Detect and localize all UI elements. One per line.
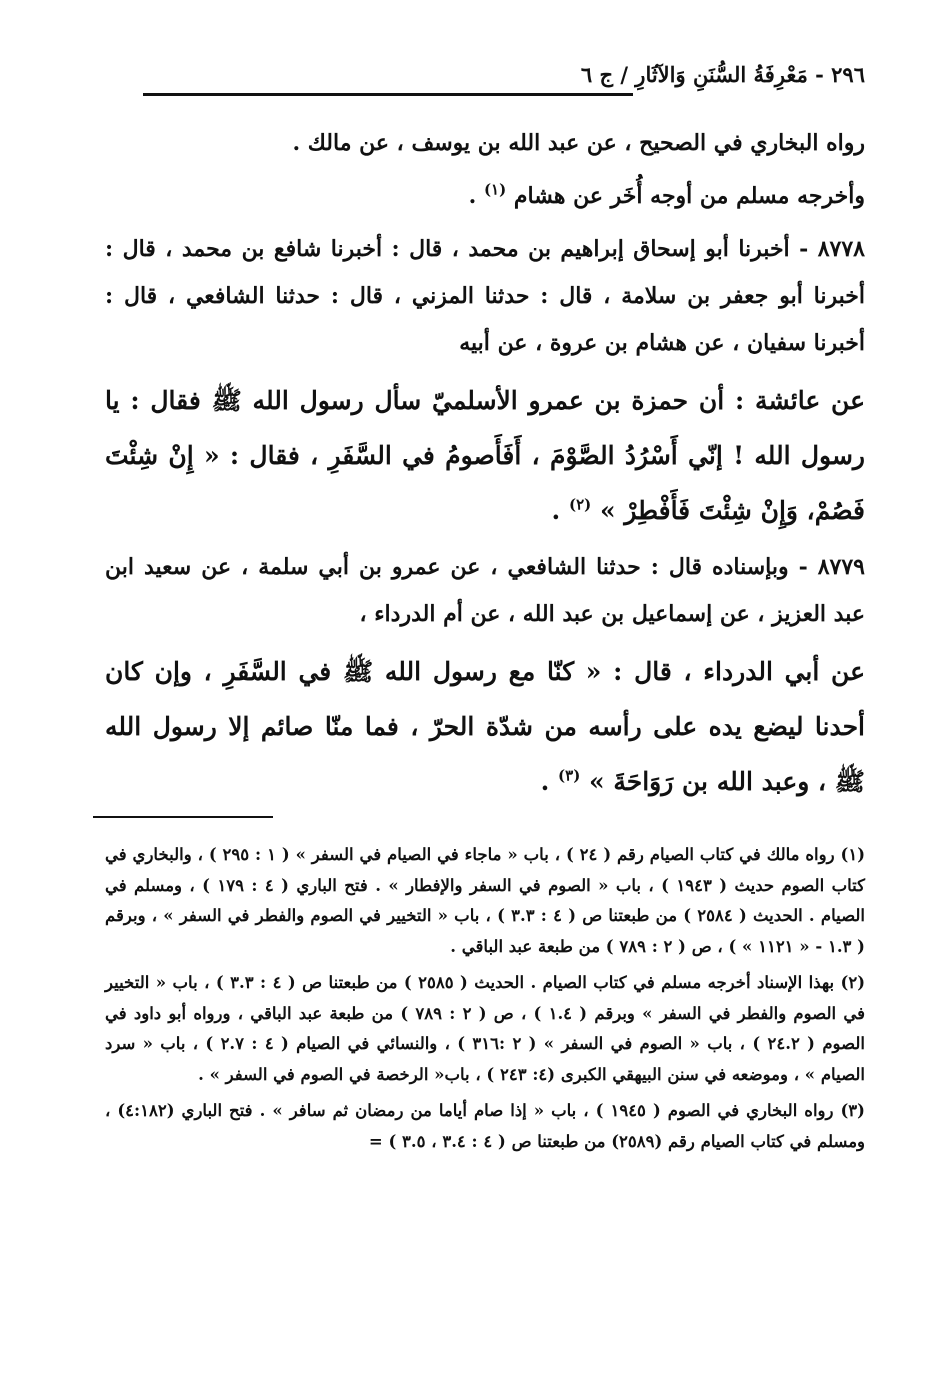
- running-head: ٢٩٦ - مَعْرِفَةُ السُّنَنِ وَالآثَارِ / ج ٦: [580, 62, 865, 87]
- paragraph-hadith-8778-matn: عن عائشة : أن حمزة بن عمرو الأسلميّ سأل رسول الله ﷺ فقال : يا رسول الله ! إنّي أَسْرُدُ الصَّوْمَ ، أَفَأَصومُ في السَّفَرِ ، فقال : « إِنْ شِئْتَ فَصُمْ، وَإِنْ شِئْتَ فَأَفْطِرْ » $^{(٢)}$ .: [105, 386, 865, 525]
- main-text: [105, 120, 865, 815]
- paragraph-muslim-note: وأخرجه مسلم من أوجه أُخَر عن هشام $^{(١)}$ .: [468, 180, 865, 209]
- footnote-3: (٣) رواه البخاري في الصوم ( ١٩٤٥ ) ، باب « إذا صام أياما من رمضان ثم سافر » . فتح الباري (٤:١٨٢) ، ومسلم في كتاب الصيام رقم (٢٥٨٩) من طبعتنا ص ( ٤ : ٣.٤ ، ٣.٥ ) =: [105, 1101, 865, 1151]
- footnote-marker-3: (٣): [558, 766, 581, 785]
- paragraph-narration-note: رواه البخاري في الصحيح ، عن عبد الله بن يوسف ، عن مالك .: [292, 130, 865, 156]
- footnotes: [105, 840, 865, 1163]
- footnote-separator: [93, 816, 273, 818]
- header-rule: [143, 93, 633, 96]
- footnote-2: (٢) بهذا الإسناد أخرجه مسلم في كتاب الصيام . الحديث ( ٢٥٨٥ ) من طبعتنا ص ( ٤ : ٣.٣ ) ، باب « التخيير في الصوم والفطر في السفر » وبرقم ( ١.٤ ) ، ص ( ٢ : ٧٨٩ ) من طبعة عبد الباقي ، ورواه أبو داود في الصوم ( ٢٤.٢ ) ، باب « الصوم في السفر » ( ٢ :٣١٦ ) ، والنسائي في الصيام ( ٤ : ٢.٧ ) ، باب « سرد الصيام » ، وموضعه في سنن البيهقي الكبرى (٤: ٢٤٣ ) ، باب« الرخصة في الصوم في السفر » .: [105, 973, 865, 1084]
- footnote-1: (١) رواه مالك في كتاب الصيام رقم ( ٢٤ ) ، باب « ماجاء في الصيام في السفر » ( ١ : ٢٩٥ ) ، والبخاري في كتاب الصوم حديث ( ١٩٤٣ ) ، باب « الصوم في السفر والإفطار » . فتح الباري ( ٤ : ١٧٩ ) ، ومسلم في الصيام . الحديث ( ٢٥٨٤ ) من طبعتنا ص ( ٤ : ٣.٣ ) ، باب « التخيير في الصوم والفطر في السفر » ، وبرقم ( ١.٣ - « ١١٢١ » ) ، ص ( ٢ : ٧٨٩ ) من طبعة عبد الباقي .: [105, 845, 865, 956]
- paragraph-hadith-8779-matn: عن أبي الدرداء ، قال : « كنّا مع رسول الله ﷺ في السَّفَرِ ، وإن كان أحدنا ليضع يده على رأسه من شدّة الحرّ ، فما منّا صائم إلا رسول الله ﷺ ، وعبد الله بن رَوَاحَةَ » $^{(٣)}$ .: [105, 657, 865, 796]
- footnote-marker-2: (٢): [568, 495, 592, 514]
- paragraph-hadith-8778-isnad: ٨٧٧٨ - أخبرنا أبو إسحاق إبراهيم بن محمد ، قال : أخبرنا شافع بن محمد ، قال : أخبرنا أبو جعفر بن سلامة ، قال : حدثنا المزني ، قال : حدثنا الشافعي ، قال : أخبرنا سفيان ، عن هشام بن عروة ، عن أبيه: [105, 236, 865, 356]
- paragraph-hadith-8779-isnad: ٨٧٧٩ - وبإسناده قال : حدثنا الشافعي ، عن عمرو بن أبي سلمة ، عن سعيد ابن عبد العزيز ، عن إسماعيل بن عبد الله ، عن أم الدرداء ،: [105, 554, 865, 627]
- page-header: [105, 62, 865, 102]
- footnote-marker-1: (١): [483, 180, 507, 199]
